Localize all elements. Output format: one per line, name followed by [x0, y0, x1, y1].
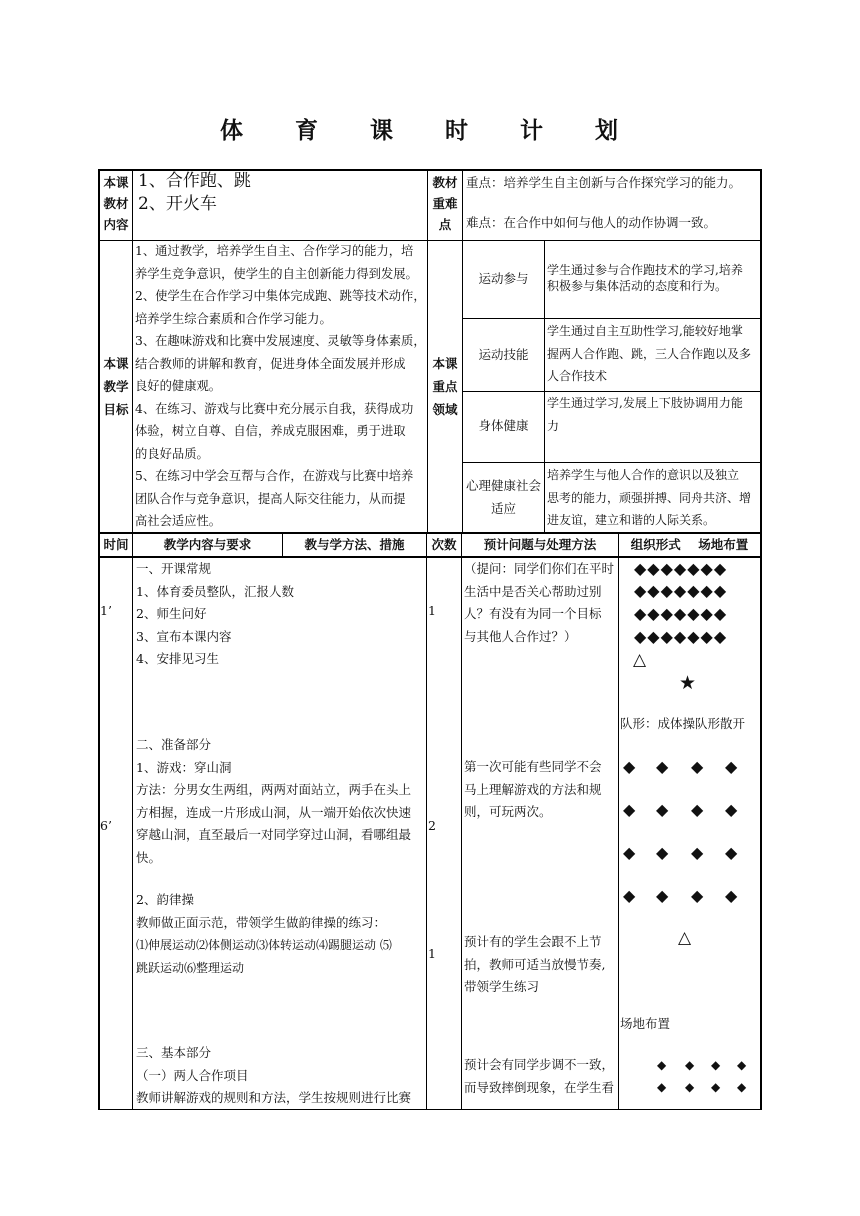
- spaced-diamond: ◆: [725, 843, 738, 862]
- goal-line: 1、通过教学，培养学生自主、合作学习的能力，培: [135, 244, 414, 258]
- domain-desc-line: 人合作技术: [547, 369, 608, 383]
- count-1: 1: [428, 603, 436, 618]
- difficulty-label-line: 教材: [432, 175, 458, 190]
- goal-line: 结合教师的讲解和教育，促进身体全面发展并形成: [135, 356, 406, 371]
- goal-line: 养学生竞争意识，使学生的自主创新能力得到发展。: [135, 266, 418, 281]
- col-header-problems: 预计问题与处理方法: [483, 537, 597, 552]
- problem-block-1: [464, 558, 618, 648]
- domain-name-health: 身体健康: [478, 418, 529, 433]
- domain-desc-mental: [547, 464, 761, 532]
- problem-line: 拍，教师可适当放慢节奏,: [464, 956, 606, 972]
- spaced-diamond: ◆: [691, 886, 704, 905]
- content-line: 跳跃运动⑹整理运动: [136, 960, 245, 975]
- content-item: 2、开火车: [138, 194, 217, 214]
- goal-line: 体验，树立自尊、自信，养成克服困难，勇于进取: [135, 424, 406, 438]
- spaced-diamond: ◆: [691, 757, 704, 776]
- problem-line: 带领学生练习: [464, 979, 540, 994]
- difficult-point: 难点：在合作中如何与他人的动作协调一致。: [466, 215, 717, 230]
- col-line-3: [426, 533, 427, 1110]
- formation-label: 队形：成体操队形散开: [620, 716, 746, 731]
- content-label: [100, 172, 132, 235]
- key-point: 重点：培养学生自主创新与合作探究学习的能力。: [466, 175, 742, 190]
- star-icon: ★: [679, 672, 697, 694]
- domain-desc-health: [547, 392, 761, 437]
- content-line: 教师讲解游戏的规则和方法，学生按规则进行比赛: [136, 1090, 412, 1105]
- content-label-line: 本课: [103, 175, 129, 190]
- domain-desc-line: 学生通过自主互助性学习,能较好地掌: [547, 324, 743, 338]
- spaced-diamond: ◆: [691, 800, 704, 819]
- content-line: 2、韵律操: [136, 892, 194, 907]
- content-line: 二、准备部分: [136, 737, 212, 752]
- diamond-row-4: ◆◆◆◆◆◆◆: [634, 627, 728, 646]
- col-header-method: 教与学方法、措施: [304, 537, 405, 552]
- col-header-time: 时间: [103, 537, 129, 552]
- problem-block-3: [464, 931, 618, 999]
- problem-line: 则，可玩两次。: [464, 804, 552, 819]
- domain-name-skill: 运动技能: [478, 347, 529, 362]
- count-3: 1: [428, 946, 436, 961]
- goal-line: 的良好品质。: [135, 446, 209, 461]
- content-label-line: 内容: [103, 217, 129, 232]
- goals-label: [100, 352, 132, 421]
- goal-line: 2、使学生在合作学习中集体完成跑、跳等技术动作，: [135, 289, 426, 303]
- col-header-count: 次数: [431, 537, 457, 552]
- col-header-org: 组织形式 场地布置: [630, 537, 749, 552]
- content-line: （一）两人合作项目: [136, 1067, 249, 1083]
- small-diamond: ◆: [737, 1058, 747, 1072]
- content-line: 方相握，连成一片形成山洞，从一端开始依次快速: [136, 804, 412, 820]
- table-border-right: [760, 169, 762, 1110]
- goals-label-line: 本课: [103, 356, 129, 371]
- spaced-diamond: ◆: [691, 843, 704, 862]
- content-items: [138, 170, 423, 216]
- difficulty-label-line: 点: [438, 217, 452, 232]
- content-section-1: [136, 558, 426, 671]
- small-diamond: ◆: [711, 1058, 721, 1072]
- focus-label: [428, 352, 462, 421]
- spaced-diamond: ◆: [656, 757, 669, 776]
- col-header-content: 教学内容与要求: [163, 537, 252, 552]
- domain-desc-line: 握两人合作跑、跳，三人合作跑以及多: [547, 346, 752, 361]
- goal-line: 团队合作与竞争意识，提高人际交往能力，从而提: [135, 491, 406, 506]
- goals-text: [135, 240, 427, 533]
- site-label: 场地布置: [620, 1016, 671, 1031]
- domain-name-line: 适应: [490, 500, 516, 516]
- domain-desc-line: 积极参与集体活动的态度和行为。: [547, 279, 728, 293]
- focus-label-line: 本课: [432, 356, 458, 371]
- content-line: 方法：分男女生两组，两两对面站立，两手在头上: [136, 782, 412, 797]
- spaced-diamond: ◆: [656, 886, 669, 905]
- triangle-icon-2: △: [678, 928, 692, 948]
- count-2: 2: [428, 818, 436, 833]
- diamond-row-3: ◆◆◆◆◆◆◆: [634, 604, 728, 623]
- spaced-diamond: ◆: [623, 757, 636, 776]
- col-line-d: [544, 240, 545, 533]
- small-diamond: ◆: [657, 1058, 667, 1072]
- goal-line: 5、在练习中学会互帮与合作，在游戏与比赛中培养: [135, 469, 414, 483]
- content-line: 3、宣布本课内容: [136, 628, 232, 644]
- difficulty-label: [428, 172, 462, 235]
- problem-line: 人？有没有为同一个目标: [464, 606, 602, 621]
- goals-label-line: 教学: [103, 379, 129, 394]
- domain-line-1: [462, 318, 762, 319]
- spaced-diamond: ◆: [623, 886, 636, 905]
- domain-desc-line: 学生通过学习,发展上下肢协调用力能: [547, 396, 743, 410]
- problem-line: 马上理解游戏的方法和规: [464, 781, 602, 797]
- diamond-row-2: ◆◆◆◆◆◆◆: [634, 581, 728, 600]
- spaced-diamond: ◆: [725, 757, 738, 776]
- domain-name-sport: 运动参与: [478, 271, 529, 286]
- spaced-diamond: ◆: [623, 800, 636, 819]
- col-line-a: [132, 169, 133, 533]
- content-line: 1、游戏：穿山洞: [136, 759, 232, 775]
- spaced-diamond: ◆: [656, 800, 669, 819]
- col-line-4: [461, 533, 462, 1110]
- content-line: 三、基本部分: [136, 1045, 212, 1060]
- content-line: 教师做正面示范，带领学生做韵律操的练习：: [136, 914, 387, 930]
- domain-desc-line: 进友谊，建立和谐的人际关系。: [547, 513, 716, 527]
- content-line: 2、师生问好: [136, 606, 207, 621]
- content-line: ⑴伸展运动⑵体侧运动⑶体转运动⑷踢腿运动 ⑸: [136, 938, 392, 952]
- goal-line: 培养学生综合素质和合作学习能力。: [135, 311, 332, 326]
- goal-line: 3、在趣味游戏和比赛中发展速度、灵敏等身体素质，: [135, 334, 426, 348]
- domain-desc-line: 学生通过参与合作跑技术的学习,培养: [547, 263, 743, 277]
- goal-line: 良好的健康观。: [135, 379, 222, 393]
- domain-name-line: 心理健康社会: [465, 478, 541, 493]
- col-line-1: [132, 533, 133, 1110]
- page-title: 体 育 课 时 计 划: [219, 117, 641, 144]
- small-diamond: ◆: [711, 1080, 721, 1094]
- small-diamond: ◆: [657, 1080, 667, 1094]
- content-item: 1、合作跑、跳: [138, 171, 251, 191]
- col-line-5: [618, 533, 619, 1110]
- focus-label-line: 重点: [432, 379, 458, 394]
- content-line: 穿越山洞，直至最后一对同学穿过山洞，看哪组最: [136, 827, 412, 842]
- goal-line: 4、在练习、游戏与比赛中充分展示自我，获得成功: [135, 401, 414, 416]
- spaced-diamond: ◆: [656, 843, 669, 862]
- table-border-left: [98, 169, 100, 1110]
- domain-line-3: [462, 462, 762, 463]
- problem-line: 与其他人合作过？）: [464, 628, 577, 644]
- content-section-4: [136, 1042, 426, 1110]
- focus-label-line: 领域: [432, 402, 458, 417]
- spaced-diamond: ◆: [725, 886, 738, 905]
- problem-block-4: [464, 1054, 618, 1099]
- domain-desc-skill: [547, 320, 761, 388]
- time-1: 1’: [100, 603, 112, 618]
- domain-desc-sport: [547, 262, 761, 294]
- problem-line: 预计有的学生会跟不上节: [464, 934, 602, 949]
- problem-line: （提问：同学们你们在平时: [464, 561, 615, 576]
- domain-desc-line: 力: [547, 418, 560, 433]
- small-diamond: ◆: [737, 1080, 747, 1094]
- problem-line: 而导致摔倒现象，在学生看: [464, 1079, 615, 1095]
- goal-line: 高社会适应性。: [135, 514, 222, 528]
- problem-line: 第一次可能有些同学不会: [464, 759, 602, 774]
- content-line: 一、开课常规: [136, 561, 212, 576]
- goals-label-line: 目标: [103, 402, 129, 417]
- problem-block-2: [464, 756, 618, 824]
- domain-desc-line: 思考的能力，顽强拼搏、同舟共济、增: [547, 490, 752, 505]
- problem-line: 预计会有同学步调不一致，: [464, 1057, 615, 1072]
- content-line: 快。: [136, 849, 162, 865]
- difficulty-label-line: 重难: [432, 196, 458, 211]
- small-diamond: ◆: [685, 1080, 695, 1094]
- domain-desc-line: 培养学生与他人合作的意识以及独立: [547, 468, 740, 482]
- small-diamond: ◆: [685, 1058, 695, 1072]
- content-label-line: 教材: [103, 196, 129, 211]
- domain-name-mental: [463, 475, 544, 520]
- content-line: 4、安排见习生: [136, 651, 219, 666]
- problem-line: 生活中是否关心帮助过别: [464, 583, 602, 599]
- spaced-diamond: ◆: [725, 800, 738, 819]
- content-line: 1、体育委员整队，汇报人数: [136, 583, 294, 599]
- triangle-icon: △: [633, 650, 647, 670]
- diamond-row-1: ◆◆◆◆◆◆◆: [634, 559, 728, 578]
- content-section-2: [136, 734, 426, 869]
- time-2: 6’: [100, 818, 112, 833]
- content-section-3: [136, 889, 426, 979]
- spaced-diamond: ◆: [623, 843, 636, 862]
